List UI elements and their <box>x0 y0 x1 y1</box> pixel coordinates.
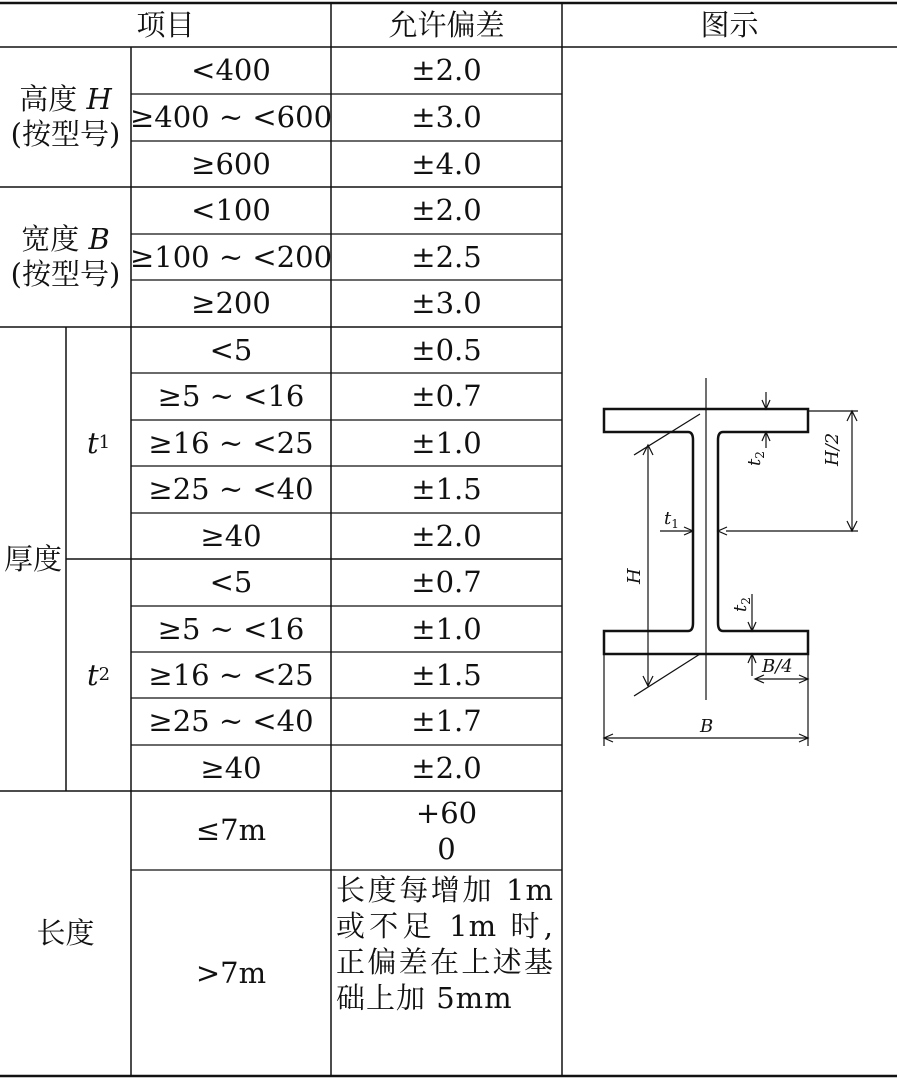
length-label: 长度 <box>36 916 95 951</box>
t1-range-4: ≥25 ~ <40 <box>148 472 314 507</box>
height-tol-3: ±4.0 <box>411 146 482 181</box>
height-range-1: <400 <box>191 53 271 88</box>
t2-label <box>66 559 131 791</box>
width-range-2: ≥100 ~ <200 <box>129 239 333 274</box>
t2-tol-1: ±0.7 <box>411 565 482 600</box>
length-range-1: ≤7m <box>195 813 267 848</box>
t2-range-4: ≥25 ~ <40 <box>148 704 314 739</box>
height-tol-1: ±2.0 <box>411 53 482 88</box>
t1-tol-5: ±2.0 <box>411 518 482 553</box>
width-tol-2: ±2.5 <box>411 239 482 274</box>
figure-t1-sub: 1 <box>671 517 679 531</box>
t2-tol-5: ±2.0 <box>411 750 482 785</box>
height-range-3: ≥600 <box>191 146 271 181</box>
header-tolerance: 允许偏差 <box>388 7 505 42</box>
t2-range-2: ≥5 ~ <16 <box>157 611 305 646</box>
width-label-note: (按型号) <box>10 257 121 291</box>
figure-label-B-quarter: B/4 <box>762 656 793 677</box>
width-tol-3: ±3.0 <box>411 286 482 321</box>
t1-tol-1: ±0.5 <box>411 332 482 367</box>
t1-subscript: 1 <box>98 432 111 454</box>
height-label <box>0 47 131 187</box>
figure-t2-bottom-sub: 2 <box>739 597 753 605</box>
t2-subscript: 2 <box>98 664 111 686</box>
figure-label-H: H <box>624 568 645 584</box>
t2-symbol: t <box>86 657 99 692</box>
t1-range-3: ≥16 ~ <25 <box>148 425 314 460</box>
t2-range-5: ≥40 <box>200 750 262 785</box>
t1-symbol: t <box>86 425 99 460</box>
header-figure: 图示 <box>700 7 759 42</box>
length-tol-note: 长度每增加 1m 或不足 1m 时,正偏差在上述基础上加 5mm <box>336 873 554 1015</box>
width-label <box>0 187 131 327</box>
t1-tol-3: ±1.0 <box>411 425 482 460</box>
figure-label-B: B <box>700 716 714 737</box>
figure-t1-letter: t <box>664 508 672 529</box>
width-symbol: B <box>88 222 110 257</box>
length-tol-1 <box>331 791 562 870</box>
header-item: 项目 <box>136 7 195 42</box>
t2-range-1: <5 <box>209 565 253 600</box>
t1-range-5: ≥40 <box>200 518 262 553</box>
width-tol-1: ±2.0 <box>411 193 482 228</box>
thickness-label: 厚度 <box>3 541 62 576</box>
t1-tol-4: ±1.5 <box>411 472 482 507</box>
length-range-2: >7m <box>195 955 267 990</box>
width-label-text: 宽度 <box>21 222 80 257</box>
t2-range-3: ≥16 ~ <25 <box>148 657 314 692</box>
length-tol-lower: 0 <box>437 831 456 866</box>
t1-range-2: ≥5 ~ <16 <box>157 379 305 414</box>
height-tol-2: ±3.0 <box>411 100 482 135</box>
height-range-2: ≥400 ~ <600 <box>129 100 333 135</box>
t1-tol-2: ±0.7 <box>411 379 482 414</box>
t1-label <box>66 327 131 559</box>
t2-tol-4: ±1.7 <box>411 704 482 739</box>
height-symbol: H <box>86 82 112 117</box>
figure-label-H-half: H/2 <box>822 432 843 466</box>
width-range-1: <100 <box>191 193 271 228</box>
figure-t2-top-sub: 2 <box>753 451 767 459</box>
t1-range-1: <5 <box>209 332 253 367</box>
height-label-note: (按型号) <box>10 117 121 151</box>
t2-tol-3: ±1.5 <box>411 657 482 692</box>
length-tol-upper: +60 <box>415 795 478 830</box>
width-range-3: ≥200 <box>191 286 271 321</box>
figure-t2-bottom-letter: t <box>730 604 751 612</box>
figure-t2-top-letter: t <box>744 458 765 466</box>
height-label-text: 高度 <box>19 82 78 117</box>
t2-tol-2: ±1.0 <box>411 611 482 646</box>
